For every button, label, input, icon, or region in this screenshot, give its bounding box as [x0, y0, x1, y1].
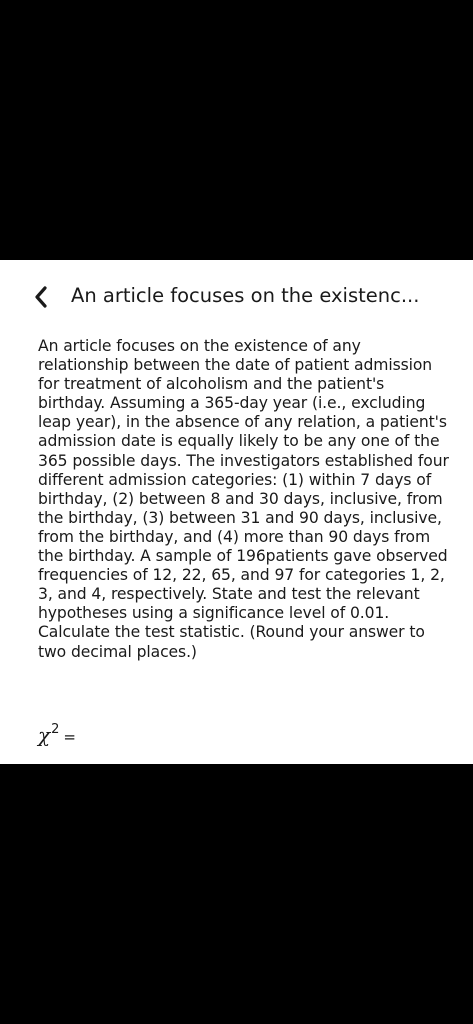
header-bar — [0, 278, 473, 318]
exponent: 2 — [51, 722, 60, 737]
chi-symbol: χ — [38, 723, 51, 747]
top-blank-area — [0, 0, 473, 260]
question-instruction: Calculate the test statistic. (Round your answer to two decimal places.) — [38, 623, 425, 661]
chevron-left-icon — [33, 285, 49, 309]
question-text — [38, 337, 450, 662]
answer-prompt[interactable] — [38, 723, 76, 751]
question-sheet — [0, 260, 473, 764]
question-body: An article focuses on the existence of any relationship between the date of patient admission for treatment of alcoholism and the patient's birthday. Assuming a 365-day year (i.e., excluding leap year), in the absence of any relation, a patient's admission date is equally likely to be any one of the 365 possible days. The investigators established four different admission categories: (1) within 7 days of birthday, (2) between 8 and 30 days, inclusive, from the birthday, (3) between 31 and 90 days, inclusive, from the birthday, and (4) more than 90 days from the birthday. A sample of 196patients gave observed frequencies of 12, 22, 65, and 97 for categories 1, 2, 3, and 4, respectively. State and test the relevant hypotheses using a significance level of 0.01. — [38, 337, 449, 623]
back-button[interactable] — [26, 282, 56, 312]
page-title: An article focuses on the existenc... — [71, 284, 420, 307]
equals-sign: = — [63, 728, 76, 746]
bottom-blank-area — [0, 764, 473, 1024]
